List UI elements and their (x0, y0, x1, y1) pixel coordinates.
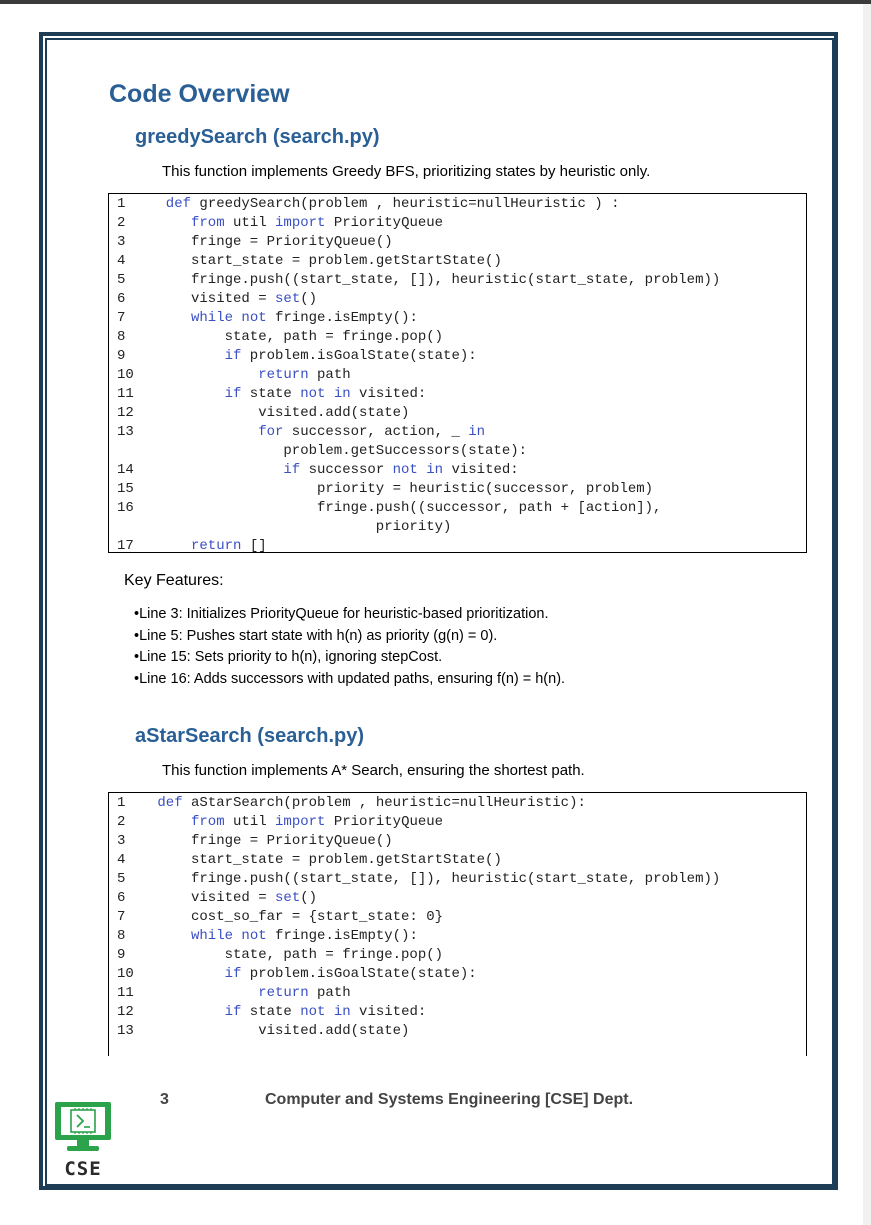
code-token: state, path = fringe.pop() (224, 947, 444, 963)
code-token: fringe.push((successor, path + [action]), priority) (317, 500, 662, 535)
code-line (109, 889, 806, 908)
code-keyword: if (283, 462, 301, 478)
line-number: 5 (117, 871, 126, 887)
line-number: 6 (117, 890, 126, 906)
department-footer: Computer and Systems Engineering [CSE] Dept. (265, 1091, 634, 1108)
code-keyword: for (258, 424, 284, 440)
line-number: 14 (117, 462, 134, 478)
section-title-astar: aStarSearch (search.py) (135, 725, 365, 747)
section-description-greedy: This function implements Greedy BFS, prioritizing states by heuristic only. (162, 163, 651, 180)
code-keyword: import (275, 814, 326, 830)
code-text (149, 965, 477, 984)
code-token: util (224, 814, 276, 830)
line-number: 10 (117, 367, 134, 383)
code-keyword: in (333, 1004, 351, 1020)
code-token: greedySearch(problem , heuristic=nullHeuristic ) : (191, 196, 620, 212)
code-keyword: set (275, 890, 301, 906)
cse-logo (53, 1100, 113, 1182)
list-item: • Line 16: Adds successors with updated paths, ensuring f(n) = h(n). (134, 669, 565, 691)
code-token: path (308, 985, 351, 1001)
code-text (149, 271, 720, 290)
code-line (109, 499, 806, 537)
code-token: util (224, 215, 276, 231)
code-line (109, 290, 806, 309)
line-number: 2 (117, 215, 126, 231)
code-block-greedy (108, 193, 807, 553)
code-text (149, 214, 443, 233)
list-item: • Line 5: Pushes start state with h(n) as priority (g(n) = 0). (134, 626, 565, 648)
code-keyword: in (468, 424, 486, 440)
code-line (109, 480, 806, 499)
code-token: fringe.push((start_state, []), heuristic(start_state, problem)) (191, 272, 721, 288)
line-number: 12 (117, 1004, 134, 1020)
line-number: 9 (117, 348, 126, 364)
code-keyword: while (191, 928, 234, 944)
line-number: 7 (117, 909, 126, 925)
code-line (109, 214, 806, 233)
code-token: visited = (191, 890, 276, 906)
code-text (149, 290, 317, 309)
code-token: visited: (350, 386, 427, 402)
code-token: cost_so_far = {start_state: 0} (191, 909, 444, 925)
code-keyword: not (300, 386, 326, 402)
code-token: start_state = problem.getStartState() (191, 852, 502, 868)
line-number: 10 (117, 966, 134, 982)
code-text (149, 813, 443, 832)
code-token: fringe.push((start_state, []), heuristic(start_state, problem)) (191, 871, 721, 887)
code-text (149, 908, 443, 927)
line-number: 4 (117, 253, 126, 269)
line-number: 6 (117, 291, 126, 307)
code-line (109, 366, 806, 385)
code-line (109, 252, 806, 271)
code-text (149, 946, 443, 965)
code-text (149, 927, 418, 946)
code-line (109, 1022, 806, 1041)
line-number: 16 (117, 500, 134, 516)
code-token (325, 1004, 333, 1020)
key-features-title: Key Features: (124, 572, 224, 589)
line-number: 12 (117, 405, 134, 421)
logo-text: CSE (64, 1158, 102, 1180)
line-number: 8 (117, 928, 126, 944)
line-number: 8 (117, 329, 126, 345)
line-number: 1 (117, 196, 126, 212)
code-text (149, 423, 527, 461)
page-heading: Code Overview (109, 80, 290, 108)
code-text (149, 870, 720, 889)
code-text (149, 1022, 409, 1041)
code-token: () (300, 291, 318, 307)
code-text (149, 385, 426, 404)
code-keyword: if (224, 386, 242, 402)
code-token: visited.add(state) (258, 405, 410, 421)
code-token: path (308, 367, 351, 383)
code-keyword: def (157, 795, 183, 811)
code-line (109, 813, 806, 832)
code-token: aStarSearch(problem , heuristic=nullHeuristic): (182, 795, 586, 811)
code-token: [] (241, 538, 267, 553)
code-keyword: def (165, 196, 192, 212)
code-keyword: if (224, 348, 242, 364)
code-token: problem.getSuccessors(state): (283, 443, 528, 459)
code-line (109, 794, 806, 813)
code-token: fringe = PriorityQueue() (191, 234, 393, 250)
page-number: 3 (160, 1091, 169, 1108)
code-keyword: not (392, 462, 418, 478)
code-text (149, 480, 653, 499)
code-text (149, 309, 418, 328)
code-line (109, 537, 806, 553)
line-number: 11 (117, 386, 134, 402)
code-token: problem.isGoalState(state): (241, 966, 477, 982)
code-keyword: in (333, 386, 351, 402)
code-text (149, 984, 351, 1003)
code-line (109, 328, 806, 347)
list-item: • Line 15: Sets priority to h(n), ignoring stepCost. (134, 647, 565, 669)
line-number: 5 (117, 272, 126, 288)
code-line (109, 908, 806, 927)
code-keyword: while (191, 310, 234, 326)
code-token: PriorityQueue (325, 215, 444, 231)
code-line (109, 1003, 806, 1022)
code-line (109, 965, 806, 984)
code-block-astar (108, 792, 807, 1056)
code-line (109, 984, 806, 1003)
line-number: 11 (117, 985, 134, 1001)
code-text (149, 328, 443, 347)
code-text (149, 537, 267, 553)
code-line (109, 195, 806, 214)
code-token: visited: (443, 462, 519, 478)
code-keyword: set (275, 291, 301, 307)
code-text (149, 499, 661, 537)
code-line (109, 927, 806, 946)
code-token: () (300, 890, 318, 906)
code-keyword: in (426, 462, 444, 478)
code-text (149, 195, 620, 214)
code-token (325, 386, 333, 402)
code-keyword: return (258, 985, 309, 1001)
code-line (109, 832, 806, 851)
code-token: state, path = fringe.pop() (224, 329, 444, 345)
code-text (149, 832, 393, 851)
key-features-list (134, 604, 565, 690)
line-number: 4 (117, 852, 126, 868)
code-token: fringe.isEmpty(): (266, 928, 418, 944)
code-keyword: from (191, 215, 225, 231)
code-keyword: if (224, 1004, 242, 1020)
line-number: 15 (117, 481, 134, 497)
line-number: 3 (117, 234, 126, 250)
code-keyword: return (191, 538, 242, 553)
code-text (149, 233, 393, 252)
code-token: visited: (350, 1004, 427, 1020)
code-keyword: import (275, 215, 326, 231)
code-line (109, 946, 806, 965)
section-title-greedy: greedySearch (search.py) (135, 126, 380, 148)
code-line (109, 385, 806, 404)
code-text (149, 794, 586, 813)
line-number: 7 (117, 310, 126, 326)
code-token: priority = heuristic(successor, problem) (317, 481, 654, 497)
code-keyword: from (191, 814, 225, 830)
code-text (149, 347, 477, 366)
line-number: 13 (117, 424, 134, 440)
code-token: visited = (191, 291, 276, 307)
code-line (109, 851, 806, 870)
code-text (149, 366, 351, 385)
code-keyword: if (224, 966, 242, 982)
code-token: visited.add(state) (258, 1023, 410, 1039)
code-line (109, 233, 806, 252)
line-number: 1 (117, 795, 126, 811)
code-line (109, 423, 806, 461)
line-number: 17 (117, 538, 134, 553)
computer-chip-icon (53, 1100, 113, 1156)
line-number: 9 (117, 947, 126, 963)
code-keyword: return (258, 367, 309, 383)
code-keyword: not (241, 310, 267, 326)
code-token: start_state = problem.getStartState() (191, 253, 502, 269)
line-number: 2 (117, 814, 126, 830)
code-line (109, 404, 806, 423)
code-keyword: not (300, 1004, 326, 1020)
code-token (418, 462, 426, 478)
section-description-astar: This function implements A* Search, ensuring the shortest path. (162, 762, 585, 779)
code-line (109, 347, 806, 366)
code-text (149, 1003, 426, 1022)
code-text (149, 404, 409, 423)
code-text (149, 461, 519, 480)
code-line (109, 271, 806, 290)
code-token: PriorityQueue (325, 814, 444, 830)
code-token: state (241, 1004, 301, 1020)
code-line (109, 870, 806, 889)
line-number: 13 (117, 1023, 134, 1039)
code-keyword: not (241, 928, 267, 944)
code-token: fringe.isEmpty(): (266, 310, 418, 326)
code-text (149, 889, 317, 908)
code-token: successor (300, 462, 393, 478)
code-token: state (241, 386, 301, 402)
code-text (149, 252, 502, 271)
code-text (149, 851, 502, 870)
code-token: fringe = PriorityQueue() (191, 833, 393, 849)
code-line (109, 309, 806, 328)
code-token: problem.isGoalState(state): (241, 348, 477, 364)
code-token: successor, action, _ (283, 424, 469, 440)
list-item: • Line 3: Initializes PriorityQueue for heuristic-based prioritization. (134, 604, 565, 626)
line-number: 3 (117, 833, 126, 849)
code-line (109, 461, 806, 480)
